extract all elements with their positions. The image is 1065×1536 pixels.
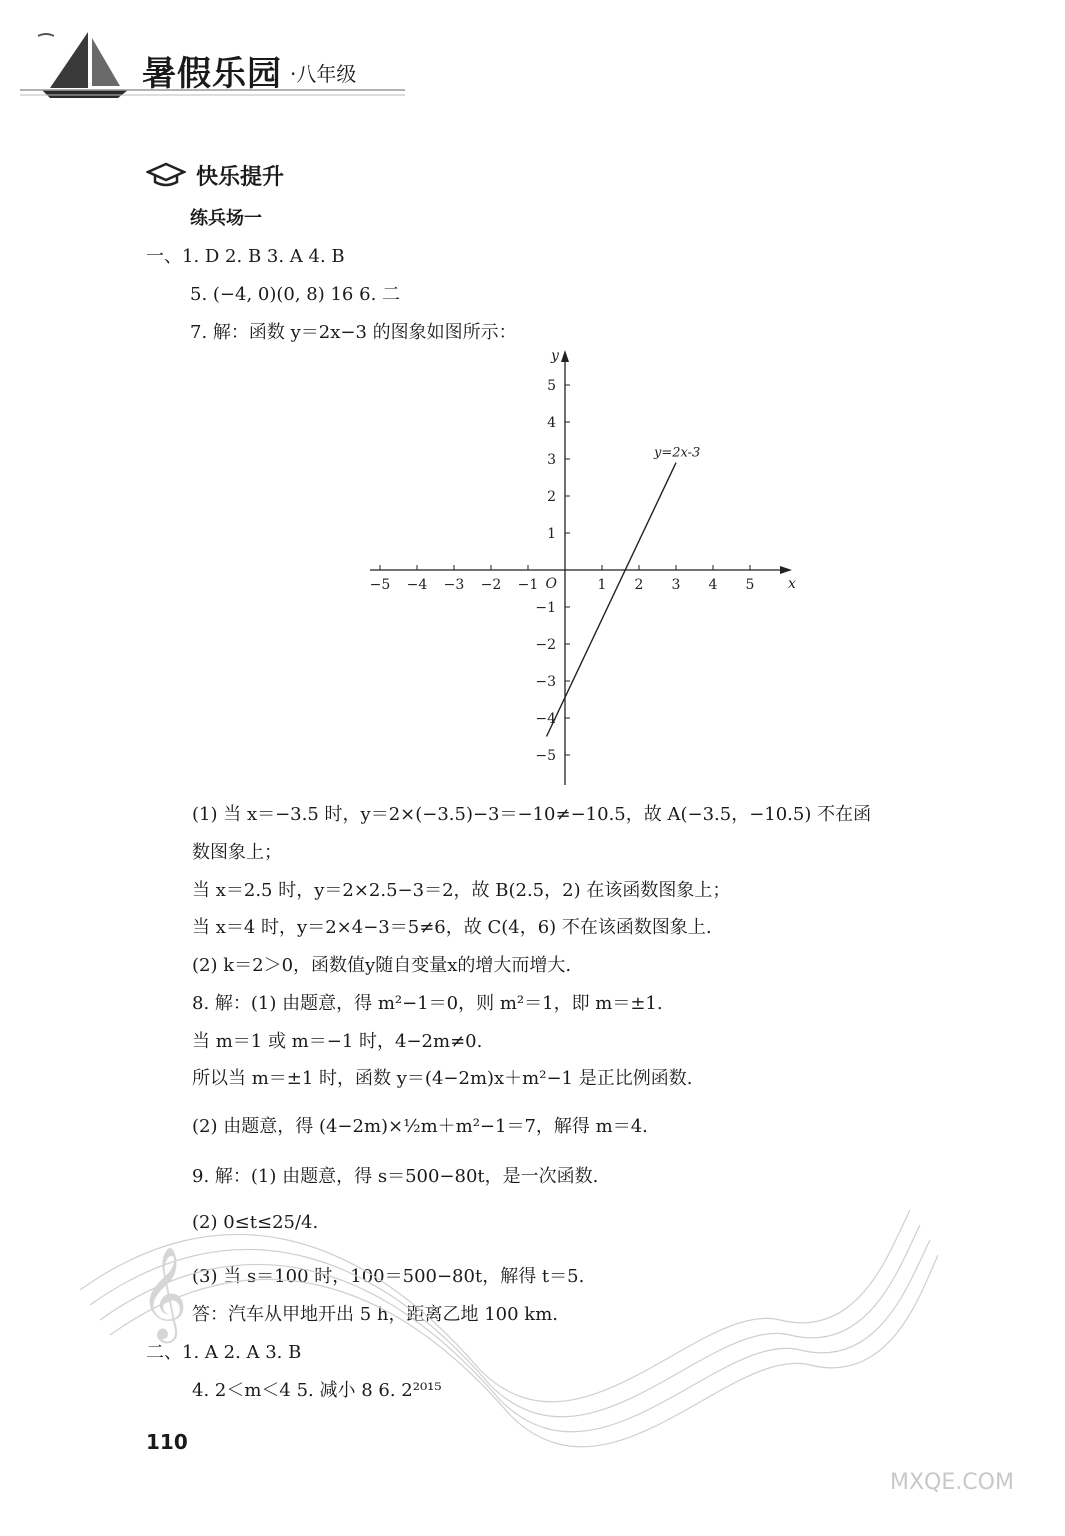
y-tick-label: −1 [535,600,556,616]
header-rule [20,86,410,100]
graduation-cap-icon [146,160,186,190]
x-axis-arrow [780,566,792,574]
section-subtitle: 练兵场一 [190,208,262,229]
section-title: 快乐提升 [196,165,285,190]
x-tick-label: 3 [671,577,681,593]
origin-label: O [545,576,557,592]
y-tick-label: 3 [547,452,556,468]
y-tick-label: 2 [547,489,556,505]
answer-line: 二、1. A 2. A 3. B [146,1342,302,1363]
answer-line: (2) 0≤t≤25/4. [192,1212,319,1233]
series-label: y=2x-3 [654,445,701,461]
x-tick-label: 2 [634,577,644,593]
page-number: 110 [146,1430,188,1454]
y-tick-label: 1 [547,526,556,542]
answer-line: (1) 当 x＝−3.5 时，y＝2×(−3.5)−3＝−10≠−10.5，故 A(−3.5，−10.5) 不在函 [192,804,872,825]
y-tick-label: −5 [535,748,556,764]
answer-line: 5. (−4, 0)(0, 8) 16 6. 二 [190,284,401,305]
answer-line: 数图象上； [192,842,282,863]
x-tick-label: 4 [708,577,718,593]
x-tick-label: 5 [745,577,755,593]
function-graph [360,340,800,790]
answer-line: 所以当 m＝±1 时，函数 y＝(4−2m)x＋m²−1 是正比例函数. [192,1068,693,1089]
answer-line: 当 x＝4 时，y＝2×4−3＝5≠6，故 C(4，6) 不在该函数图象上. [192,917,712,938]
answer-line: 8. 解：(1) 由题意，得 m²−1＝0，则 m²＝1，即 m＝±1. [192,993,663,1014]
answer-line: (2) k＝2＞0，函数值y随自变量x的增大而增大. [192,955,572,976]
answer-line: 一、1. D 2. B 3. A 4. B [146,246,345,267]
y-tick-label: 4 [547,415,556,431]
answer-line: 7. 解：函数 y＝2x−3 的图象如图所示： [190,322,517,343]
answer-line: 当 m＝1 或 m＝−1 时，4−2m≠0. [192,1031,483,1052]
x-tick-label: −3 [443,577,465,593]
watermark: MXQE.COM [890,1470,1014,1495]
x-tick-label: −2 [480,577,502,593]
header-title: 暑假乐园 [142,54,282,94]
answer-line: 9. 解：(1) 由题意，得 s＝500−80t，是一次函数. [192,1166,599,1187]
answer-line: 当 x＝2.5 时，y＝2×2.5−3＝2，故 B(2.5，2) 在该函数图象上； [192,880,731,901]
y-tick-label: −4 [535,711,556,727]
y-axis-label: y [551,348,559,364]
y-tick-label: −3 [535,674,556,690]
y-tick-label: −2 [535,637,556,653]
x-tick-label: 1 [597,577,607,593]
y-tick-label: 5 [547,378,556,394]
answer-line: (2) 由题意，得 (4−2m)×½m＋m²−1＝7，解得 m＝4. [192,1116,648,1137]
music-staff-decoration [60,1170,940,1490]
x-axis-label: x [788,576,796,592]
x-tick-label: −5 [369,577,391,593]
y-axis-arrow [561,350,569,362]
svg-text:𝄞: 𝄞 [140,1246,188,1339]
answer-line: 4. 2＜m＜4 5. 减小 8 6. 2²⁰¹⁵ [192,1380,442,1401]
header-subtitle: ·八年级 [290,62,357,86]
answer-line: 答：汽车从甲地开出 5 h，距离乙地 100 km. [192,1304,558,1325]
answer-line: (3) 当 s＝100 时，100＝500−80t，解得 t＝5. [192,1266,585,1287]
series-line [547,463,677,737]
x-tick-label: −4 [406,577,428,593]
x-tick-label: −1 [517,577,539,593]
